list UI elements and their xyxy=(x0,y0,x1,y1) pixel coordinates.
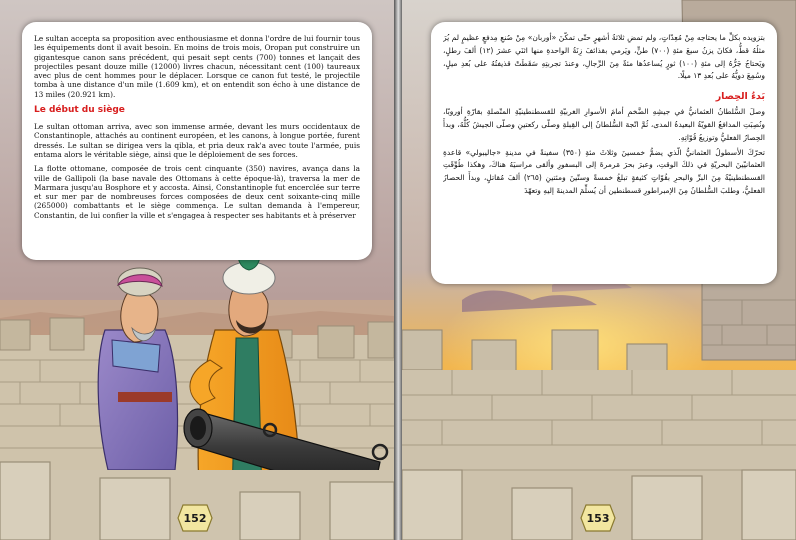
left-section-heading: Le début du siège xyxy=(34,105,125,116)
left-paragraph: La flotte ottomane, composée de trois cent cinquante (350) navires, avança dans la ville de Gallipoli (la base navale des Ottomans à cette époque-là), traversa la mer de Marmara jusqu'au Bosphore et y accosta. Ainsi, Constantinople fut encerclée sur terre et sur mer par de nombreuses forces composées de deux cent soixante-cinq mille (265000) combattants et le siège commença. Le sultan demanda à l'empereur, Constantin, de lui confier la ville et s'engagea à respecter ses habitants et à préserver xyxy=(34,164,360,220)
right-paragraph: تحرّكَ الأسطولُ العثمانيُّ الّذي يضمُّ خمسينَ وثلاثَ مئةِ (٣٥٠) سفينةً في مدينةِ «جاليبولي» قاعدةِ العثمانيّينَ البحريّةِ في ذلكَ الوقتِ، وعبرَ بحرَ مَرمرةَ إلى البسفورِ وألقى مراسيَهُ هناكَ، وهكذا طُوِّقَتِ القسطنطينيّةُ مِنَ البرِّ والبحرِ بقُوّاتٍ كثيفةٍ تبلغُ خمسةً وستّينَ ومئتينِ (٢٦٥) ألفَ مُقاتلٍ، وبدأَ الحصارُ الفعليُّ، وطلبَ السُّلطانُ مِنَ الإمبراطورِ قسطنطين أن يُسلِّمَ المدينةَ إليهِ وتعهّدَ xyxy=(443,147,765,195)
left-text-box xyxy=(22,22,372,260)
left-paragraph: Le sultan accepta sa proposition avec enthousiasme et donna l'ordre de lui fournir tous les équipements dont il avait besoin. En moins de trois mois, Oropan put construire un gigantesque canon sans précédent, qui pesait sept cents (700) tonnes et lançait des projectiles pesant douze mille (12000) livres chacun, nécessitant cent (100) taureaux avec plus de cent hommes pour le déplacer. Lorsque ce canon fut testé, le projectile tomba à une distance d'un mile (1.609 km), et on entendit son écho à une distance de 13 miles (20.921 km). xyxy=(34,34,360,99)
page-number-left-label: 152 xyxy=(183,511,207,525)
right-section-heading: بَدءُ الحِصار xyxy=(715,91,765,103)
right-paragraph: وصلَ السُّلطانُ العثمانيُّ في جيشِهِ الضَّخمِ أمامَ الأسوارِ الغربيّةِ للقسطنطينيّةِ المتّصلةِ بقارّةِ أوروبّا، ونُصِبَتِ المدافعُ القويّةُ البعيدةُ المدى، ثُمَّ اتّجهَ السُّلطانُ إلى القِبلةِ وصلّى ركعتينِ وصلّى الجيشُ كُلُّهُ، وبدأَ الحِصارُ الفعليُّ وتوزيعُ قُوّاتِهِ. xyxy=(443,107,765,142)
page-number-right xyxy=(580,504,616,532)
left-paragraph: Le sultan ottoman arriva, avec son immense armée, devant les murs occidentaux de Constantinople, attachés au continent européen, et les canons, à longue portée, furent dressés. Le sultan se dirigea vers la qibla, et pria deux rak'a avec toute l'armée, puis entama alors le véritable siège, ainsi que le déploiement de ses forces. xyxy=(34,122,360,159)
right-page xyxy=(402,0,796,540)
page-number-right-label: 153 xyxy=(586,511,610,525)
right-text-box xyxy=(431,22,777,284)
right-paragraph: بتزويده بكلِّ ما يحتاجه مِنْ مُعِدّاتٍ، ولم تمضِ ثلاثةُ أشهرٍ حتّى تمكّنَ «أوربان» مِنْ صُنعِ مِدفعٍ عظيمٍ لم يُرَ مثلُهُ قطُّ، فكانَ يزنُ سبعَ مئةِ (٧٠٠) طنٍّ، ويَرمي بقذائفَ زِنَةُ الواحدةِ منها اثنَي عشرَ (١٢) ألفَ رطلٍ، ويَحتاجُ جَرُّهُ إلى مئةِ (١٠٠) ثورٍ يُساعدُها مئةٌ مِنَ الرِّجالِ، وعندَ تجربتِهِ سَقَطَتْ قذيفتُهُ على بُعدِ ميلٍ، وسُمِعَ دويُّهُ على بُعدِ ١٣ ميلًا. xyxy=(443,33,765,81)
book-gutter xyxy=(394,0,402,540)
page-number-left xyxy=(177,504,213,532)
left-page xyxy=(0,0,394,540)
